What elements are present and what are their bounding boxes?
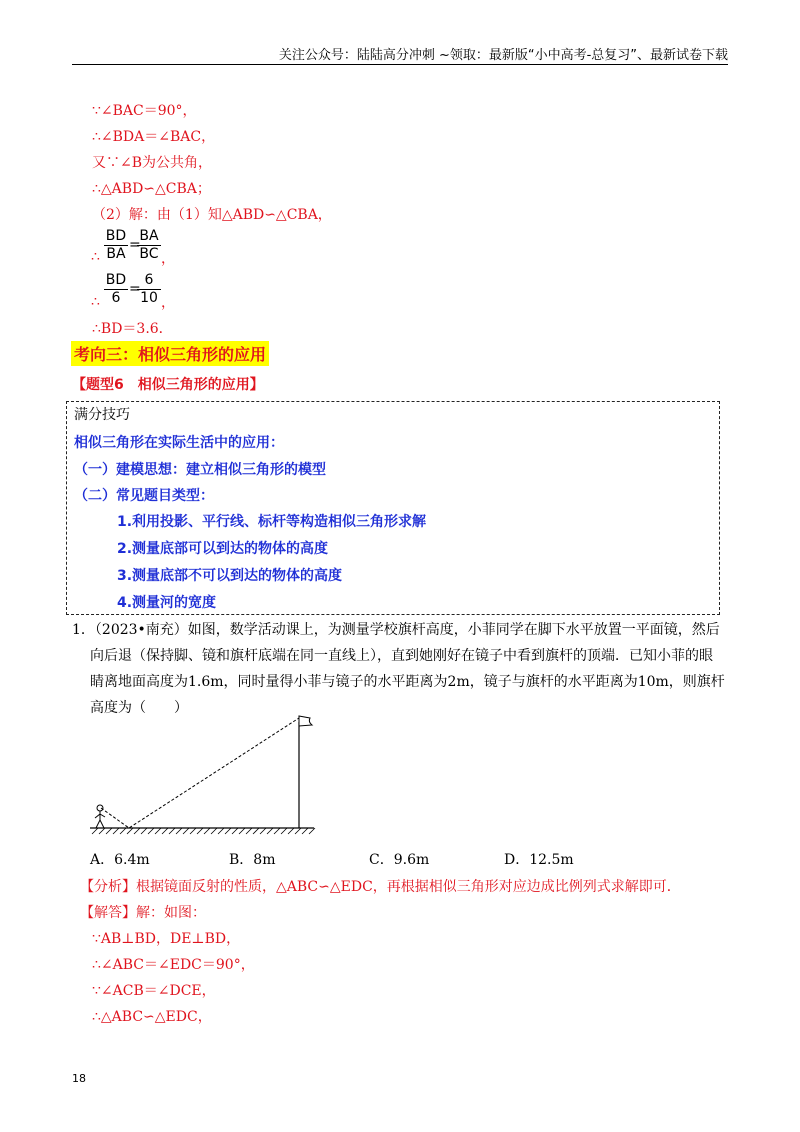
solution-block	[80, 902, 206, 922]
solution-line-3: ∵∠ACB＝∠DCE，	[92, 983, 216, 999]
equals-sign-1: =	[129, 237, 141, 253]
tips-title: 满分技巧	[74, 407, 130, 423]
flagpole-figure	[86, 710, 326, 840]
fraction-numerator: BD	[105, 272, 127, 288]
proof-line-4: ∴△ABD∽△CBA；	[92, 181, 211, 197]
question-type-heading: 【题型6 相似三角形的应用】	[72, 377, 264, 393]
fraction-numerator: BD	[105, 228, 127, 244]
therefore-symbol-2: ∴	[91, 294, 100, 310]
fraction-numerator: BA	[139, 228, 159, 244]
solution-label: 【解答】	[80, 905, 136, 921]
fraction-denominator: 10	[140, 290, 158, 306]
comma-1: ，	[161, 251, 175, 267]
tips-item-3: 3.测量底部不可以到达的物体的高度	[117, 568, 343, 584]
analysis-label: 【分析】	[80, 879, 136, 895]
question-line-4: 高度为（ ）	[90, 700, 188, 716]
proof-line-3: 又∵∠B为公共角，	[92, 155, 213, 171]
therefore-symbol-1: ∴	[91, 249, 100, 265]
page-number: 18	[72, 1072, 86, 1085]
comma-2: ，	[161, 295, 175, 311]
option-a: A．6.4m	[90, 852, 150, 868]
solution-line-1: ∵AB⊥BD，DE⊥BD，	[92, 931, 241, 947]
flag-icon	[299, 716, 312, 726]
fraction-6-10	[137, 272, 161, 307]
tips-line-3: （二）常见题目类型：	[74, 488, 214, 504]
section-title: 考向三：相似三角形的应用	[71, 341, 269, 366]
proof-line-1: ∵∠BAC＝90°，	[92, 103, 197, 119]
option-c: C．9.6m	[369, 852, 430, 868]
proof-line-2: ∴∠BDA＝∠BAC，	[92, 129, 216, 145]
tips-item-2: 2.测量底部可以到达的物体的高度	[117, 541, 329, 557]
equals-sign-2: =	[129, 281, 141, 297]
fraction-denominator: BA	[106, 246, 126, 262]
analysis-block	[80, 876, 681, 896]
solution-line-4: ∴△ABC∽△EDC，	[92, 1009, 212, 1025]
question-line-2: 向后退（保持脚、镜和旗杆底端在同一直线上），直到她刚好在镜子中看到旗杆的顶端．已知小菲的眼	[90, 648, 713, 664]
tips-item-4: 4.测量河的宽度	[117, 595, 217, 611]
solution-line-2: ∴∠ABC＝∠EDC＝90°，	[92, 957, 255, 973]
fraction-numerator: 6	[144, 272, 154, 288]
fraction-denominator: BC	[139, 246, 159, 262]
option-b: B．8m	[229, 852, 276, 868]
question-line-3: 睛离地面高度为1.6m，同时量得小菲与镜子的水平距离为2m，镜子与旗杆的水平距离为10m，则旗杆	[90, 674, 725, 690]
light-path	[101, 718, 299, 828]
question-line-1: 1．（2023•南充）如图，数学活动课上，为测量学校旗杆高度，小菲同学在脚下水平放置一平面镜，然后	[72, 622, 720, 638]
proof-line-5: （2）解：由（1）知△ABD∽△CBA，	[92, 207, 332, 223]
proof-result: ∴BD＝3.6．	[92, 321, 173, 337]
analysis-text: 根据镜面反射的性质，△ABC∽△EDC，再根据相似三角形对应边成比例列式求解即可．	[136, 879, 681, 895]
tips-item-1: 1.利用投影、平行线、标杆等构造相似三角形求解	[117, 514, 427, 530]
person-icon	[95, 805, 105, 828]
fraction-bd-6	[104, 272, 128, 307]
fraction-ba-bc	[137, 228, 161, 263]
fraction-denominator: 6	[111, 290, 121, 306]
tips-line-2: （一）建模思想：建立相似三角形的模型	[74, 462, 326, 478]
header-rule	[72, 64, 728, 65]
tips-line-1: 相似三角形在实际生活中的应用：	[74, 435, 284, 451]
page-header-text: 关注公众号：陆陆高分冲刺 ~领取：最新版“小中高考-总复习”、最新试卷下载	[278, 48, 728, 63]
ground-hatching	[92, 828, 315, 834]
solution-text: 解：如图：	[136, 905, 206, 921]
fraction-bd-ba	[104, 228, 128, 263]
option-d: D．12.5m	[504, 852, 574, 868]
